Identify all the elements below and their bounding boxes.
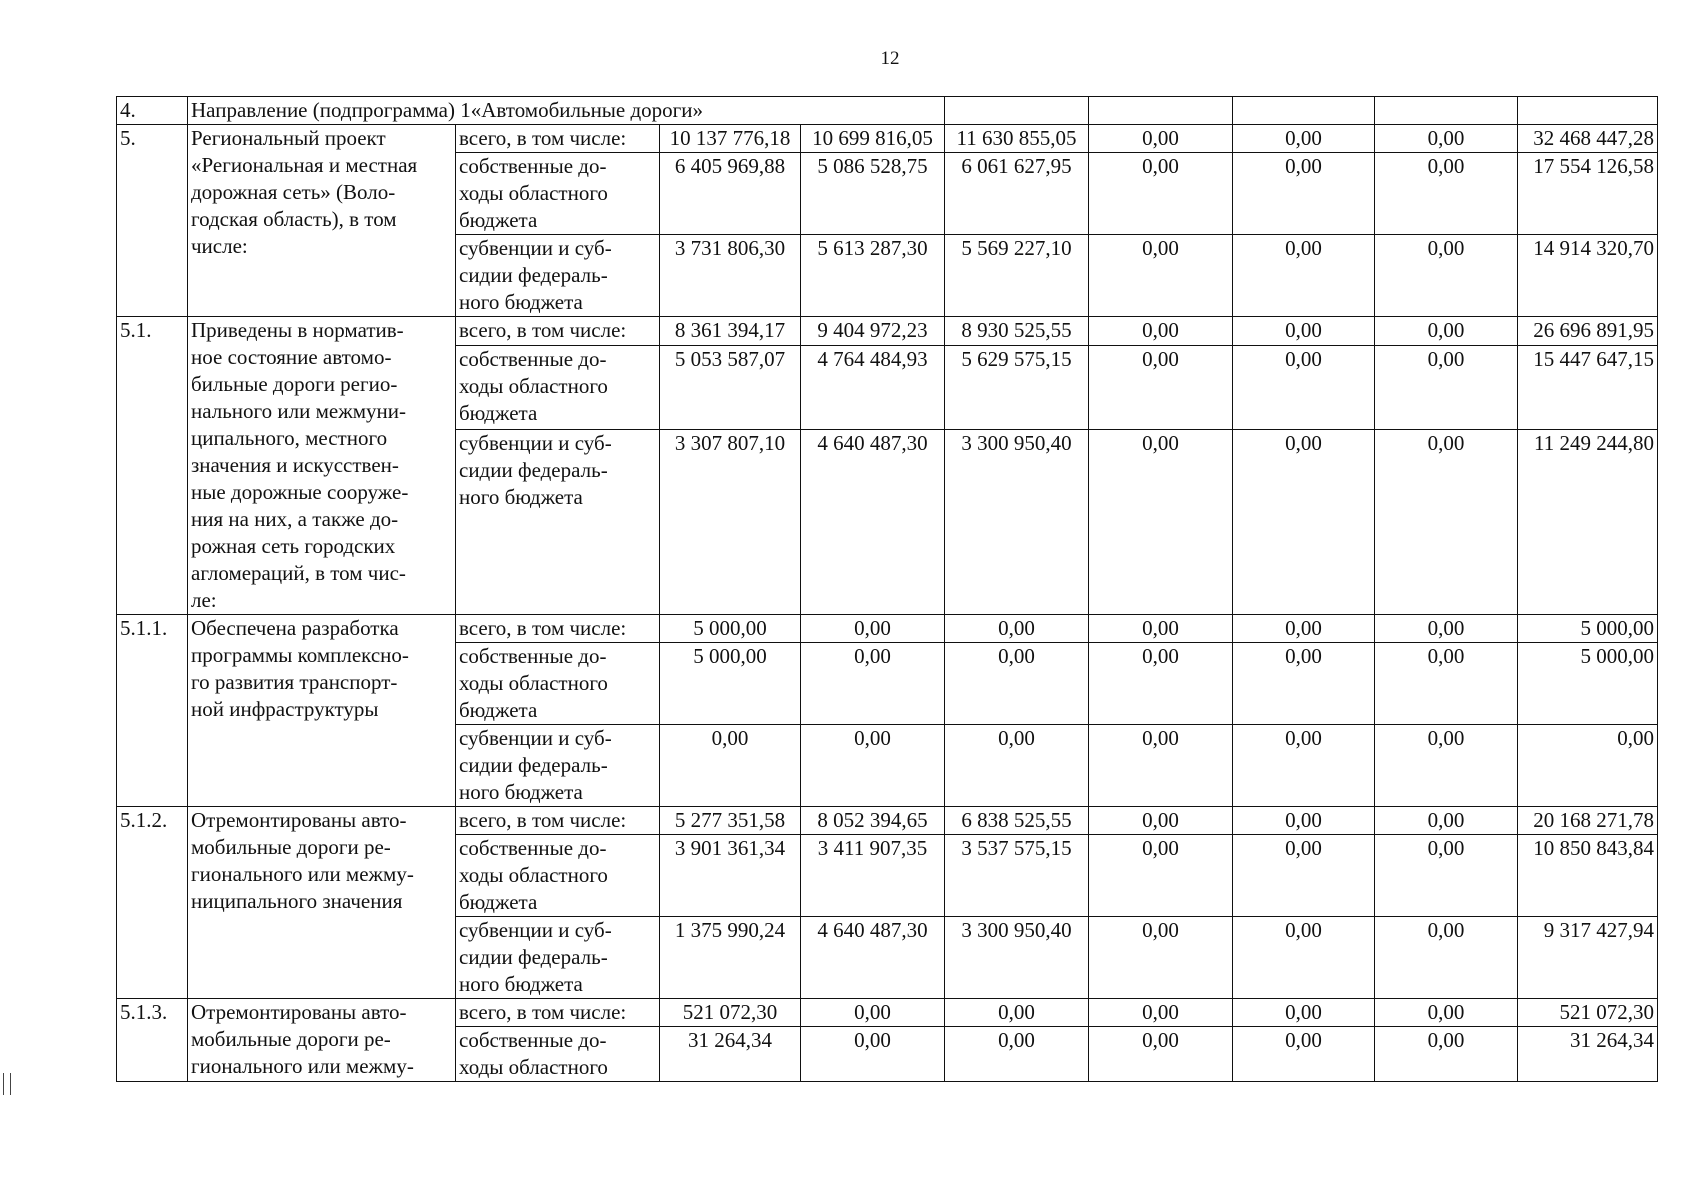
funding-source: субвенции и суб- сидии федераль- ного бюджета	[456, 235, 660, 317]
amount-value: 11 630 855,05	[945, 125, 1089, 153]
funding-source: субвенции и суб- сидии федераль- ного бюджета	[456, 430, 660, 615]
amount-value: 0,00	[945, 615, 1089, 643]
amount-value: 0,00	[801, 615, 945, 643]
row-description: Обеспечена разработка программы комплексно- го развития транспорт- ной инфраструктуры	[188, 615, 456, 807]
amount-value: 0,00	[945, 999, 1089, 1027]
amount-value: 0,00	[1089, 345, 1233, 430]
table-row	[117, 97, 1658, 125]
amount-value: 3 537 575,15	[945, 835, 1089, 917]
amount-value: 0,00	[1233, 807, 1375, 835]
row-index: 5.1.2.	[117, 807, 188, 999]
amount-value: 0,00	[1089, 725, 1233, 807]
table-row	[117, 615, 1658, 643]
amount-value: 0,00	[1375, 835, 1518, 917]
funding-source: субвенции и суб- сидии федераль- ного бюджета	[456, 917, 660, 999]
row-index: 5.1.3.	[117, 999, 188, 1082]
total-value: 32 468 447,28	[1518, 125, 1658, 153]
row-index: 5.1.1.	[117, 615, 188, 807]
amount-value: 0,00	[1089, 615, 1233, 643]
amount-value: 4 640 487,30	[801, 430, 945, 615]
table-row	[117, 999, 1658, 1027]
total-value: 17 554 126,58	[1518, 153, 1658, 235]
amount-value: 0,00	[1233, 999, 1375, 1027]
row-description: Региональный проект «Региональная и местная дорожная сеть» (Воло- годская область), в том числе:	[188, 125, 456, 317]
funding-source: всего, в том числе:	[456, 125, 660, 153]
total-value: 26 696 891,95	[1518, 317, 1658, 346]
amount-value: 3 411 907,35	[801, 835, 945, 917]
amount-value: 5 000,00	[660, 615, 801, 643]
amount-value: 5 086 528,75	[801, 153, 945, 235]
amount-value: 0,00	[1233, 153, 1375, 235]
total-value: 20 168 271,78	[1518, 807, 1658, 835]
total-value: 14 914 320,70	[1518, 235, 1658, 317]
empty-cell	[945, 97, 1089, 125]
amount-value: 0,00	[1375, 235, 1518, 317]
funding-source: собственные до- ходы областного бюджета	[456, 345, 660, 430]
amount-value: 4 764 484,93	[801, 345, 945, 430]
funding-source: всего, в том числе:	[456, 615, 660, 643]
amount-value: 521 072,30	[660, 999, 801, 1027]
row-index: 5.	[117, 125, 188, 317]
amount-value: 1 375 990,24	[660, 917, 801, 999]
amount-value: 0,00	[1089, 125, 1233, 153]
amount-value: 0,00	[1233, 835, 1375, 917]
amount-value: 0,00	[1089, 807, 1233, 835]
table-row	[117, 317, 1658, 346]
funding-source: всего, в том числе:	[456, 999, 660, 1027]
total-value: 9 317 427,94	[1518, 917, 1658, 999]
total-value: 0,00	[1518, 725, 1658, 807]
amount-value: 0,00	[945, 643, 1089, 725]
amount-value: 0,00	[1233, 345, 1375, 430]
row-description: Отремонтированы авто- мобильные дороги ре- гионального или межму- ниципального значения	[188, 807, 456, 999]
empty-cell	[1089, 97, 1233, 125]
amount-value: 4 640 487,30	[801, 917, 945, 999]
amount-value: 0,00	[1233, 1027, 1375, 1082]
amount-value: 0,00	[1089, 917, 1233, 999]
amount-value: 0,00	[1233, 615, 1375, 643]
amount-value: 0,00	[801, 643, 945, 725]
amount-value: 0,00	[1375, 317, 1518, 346]
amount-value: 0,00	[1089, 835, 1233, 917]
amount-value: 0,00	[1375, 643, 1518, 725]
amount-value: 0,00	[1089, 153, 1233, 235]
amount-value: 5 613 287,30	[801, 235, 945, 317]
amount-value: 8 361 394,17	[660, 317, 801, 346]
amount-value: 0,00	[1233, 725, 1375, 807]
amount-value: 0,00	[945, 725, 1089, 807]
amount-value: 0,00	[1089, 643, 1233, 725]
amount-value: 0,00	[1375, 725, 1518, 807]
total-value: 31 264,34	[1518, 1027, 1658, 1082]
amount-value: 31 264,34	[660, 1027, 801, 1082]
page-number: 12	[880, 48, 900, 69]
amount-value: 0,00	[1233, 317, 1375, 346]
amount-value: 0,00	[1089, 235, 1233, 317]
funding-source: всего, в том числе:	[456, 807, 660, 835]
amount-value: 8 052 394,65	[801, 807, 945, 835]
amount-value: 0,00	[1233, 235, 1375, 317]
empty-cell	[1375, 97, 1518, 125]
row-description: Отремонтированы авто- мобильные дороги ре- гионального или межму-	[188, 999, 456, 1082]
budget-table	[116, 96, 1658, 1082]
funding-source: субвенции и суб- сидии федераль- ного бюджета	[456, 725, 660, 807]
total-value: 521 072,30	[1518, 999, 1658, 1027]
amount-value: 0,00	[1233, 430, 1375, 615]
amount-value: 5 569 227,10	[945, 235, 1089, 317]
section-title: Направление (подпрограмма) 1«Автомобильные дороги»	[188, 97, 945, 125]
amount-value: 3 901 361,34	[660, 835, 801, 917]
amount-value: 5 000,00	[660, 643, 801, 725]
funding-source: собственные до- ходы областного	[456, 1027, 660, 1082]
amount-value: 0,00	[1375, 430, 1518, 615]
total-value: 11 249 244,80	[1518, 430, 1658, 615]
amount-value: 0,00	[1233, 917, 1375, 999]
amount-value: 3 300 950,40	[945, 430, 1089, 615]
funding-source: собственные до- ходы областного бюджета	[456, 835, 660, 917]
amount-value: 0,00	[1233, 125, 1375, 153]
amount-value: 5 629 575,15	[945, 345, 1089, 430]
amount-value: 3 300 950,40	[945, 917, 1089, 999]
amount-value: 0,00	[1089, 1027, 1233, 1082]
row-index: 4.	[117, 97, 188, 125]
amount-value: 0,00	[1233, 643, 1375, 725]
amount-value: 0,00	[945, 1027, 1089, 1082]
funding-source: всего, в том числе:	[456, 317, 660, 346]
empty-cell	[1233, 97, 1375, 125]
amount-value: 0,00	[660, 725, 801, 807]
funding-source: собственные до- ходы областного бюджета	[456, 153, 660, 235]
total-value: 5 000,00	[1518, 643, 1658, 725]
amount-value: 0,00	[801, 999, 945, 1027]
total-value: 15 447 647,15	[1518, 345, 1658, 430]
binding-mark	[3, 1073, 11, 1095]
amount-value: 5 277 351,58	[660, 807, 801, 835]
amount-value: 0,00	[1375, 999, 1518, 1027]
amount-value: 0,00	[1375, 615, 1518, 643]
amount-value: 6 838 525,55	[945, 807, 1089, 835]
amount-value: 0,00	[1375, 153, 1518, 235]
amount-value: 0,00	[1375, 917, 1518, 999]
amount-value: 0,00	[801, 1027, 945, 1082]
amount-value: 6 405 969,88	[660, 153, 801, 235]
total-value: 5 000,00	[1518, 615, 1658, 643]
amount-value: 0,00	[1375, 125, 1518, 153]
amount-value: 0,00	[801, 725, 945, 807]
row-index: 5.1.	[117, 317, 188, 615]
amount-value: 6 061 627,95	[945, 153, 1089, 235]
amount-value: 0,00	[1375, 1027, 1518, 1082]
amount-value: 5 053 587,07	[660, 345, 801, 430]
amount-value: 8 930 525,55	[945, 317, 1089, 346]
funding-source: собственные до- ходы областного бюджета	[456, 643, 660, 725]
amount-value: 3 307 807,10	[660, 430, 801, 615]
amount-value: 0,00	[1089, 430, 1233, 615]
empty-cell	[1518, 97, 1658, 125]
table-row	[117, 807, 1658, 835]
total-value: 10 850 843,84	[1518, 835, 1658, 917]
amount-value: 3 731 806,30	[660, 235, 801, 317]
amount-value: 10 699 816,05	[801, 125, 945, 153]
amount-value: 0,00	[1375, 807, 1518, 835]
amount-value: 0,00	[1089, 999, 1233, 1027]
table-row	[117, 125, 1658, 153]
amount-value: 9 404 972,23	[801, 317, 945, 346]
amount-value: 10 137 776,18	[660, 125, 801, 153]
row-description: Приведены в норматив- ное состояние автомо- бильные дороги регио- нального или межмуни- ципального, местного значения и искусствен- ные дорожные сооруже- ния на них, а также до- рожная сеть городских агломераций, в том чис- ле:	[188, 317, 456, 615]
amount-value: 0,00	[1089, 317, 1233, 346]
amount-value: 0,00	[1375, 345, 1518, 430]
